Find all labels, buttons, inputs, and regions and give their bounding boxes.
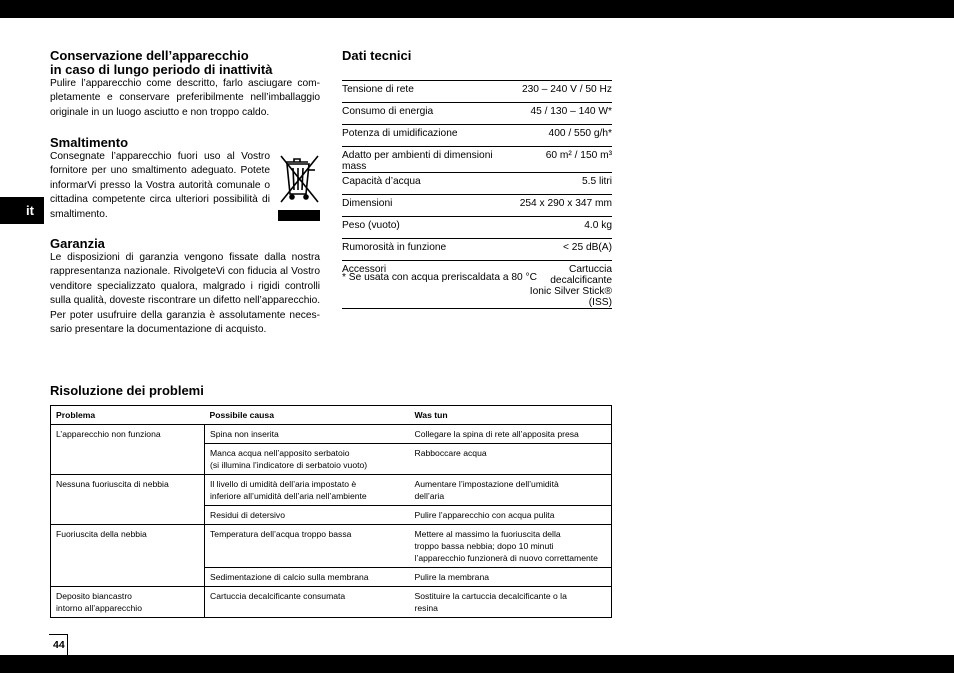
tech-footnote: * Se usata con acqua preriscaldata a 80 °C xyxy=(342,272,537,283)
language-tab xyxy=(0,197,44,224)
tech-value: Cartuccia decalcificante xyxy=(550,264,612,286)
storage-title xyxy=(50,49,249,62)
troubleshooting-title: Risoluzione dei problemi xyxy=(50,383,204,398)
cause-cell: Cartuccia decalcificante consumata xyxy=(205,587,410,618)
solution-cell: Aumentare l’impostazione dell’umidità dell’aria xyxy=(410,475,612,506)
troubleshooting-table xyxy=(50,405,612,618)
tech-row xyxy=(342,147,612,173)
tech-value: 5.5 litri xyxy=(508,173,612,195)
storage-line: pletamente e conservare preferibilmente nell’imballaggio xyxy=(50,92,320,104)
solution-cell: Pulire la membrana xyxy=(410,568,612,587)
problem-cell: Fuoriuscita della nebbia xyxy=(51,525,205,587)
disposal-title: Smaltimento xyxy=(50,135,129,150)
tech-row xyxy=(342,173,612,195)
solution-cell: Mettere al massimo la fuoriuscita della troppo bassa nebbia; dopo 10 minuti l’apparecchio funzionerà di nuovo correttamente xyxy=(410,525,612,568)
cause-cell: Il livello di umidità dell’aria impostato è inferiore all’umidità dell’aria nell’ambiente xyxy=(205,475,410,506)
crossed-out-wheelie-bin-icon xyxy=(278,150,320,222)
storage-line: Pulire l’apparecchio come descritto, farlo asciugare com- xyxy=(50,78,320,89)
problem-cell: L’apparecchio non funziona xyxy=(51,425,205,475)
cause-cell: Temperatura dell’acqua troppo bassa xyxy=(205,525,410,568)
tech-value: 400 / 550 g/h* xyxy=(508,125,612,147)
tech-row xyxy=(342,195,612,217)
problem-cell: Deposito biancastro intorno all’apparecchio xyxy=(51,587,205,618)
cause-cell: Residui di detersivo xyxy=(205,506,410,525)
tech-row xyxy=(342,81,612,103)
header-problem: Problema xyxy=(51,406,205,425)
tech-row xyxy=(342,239,612,261)
tech-row xyxy=(342,125,612,147)
header-cause: Possibile causa xyxy=(205,406,410,425)
solution-cell: Rabboccare acqua xyxy=(410,444,612,475)
solution-cell: Collegare la spina di rete all’apposita presa xyxy=(414,429,579,439)
disposal-paragraph xyxy=(50,150,270,222)
cause-cell: Spina non inserita xyxy=(210,429,279,439)
tech-row xyxy=(342,103,612,125)
tech-label: Consumo di energia xyxy=(342,103,508,125)
warranty-line: sario presentare la documentazione di acquisto. xyxy=(50,324,267,336)
header-solution: Was tun xyxy=(410,406,612,425)
problem-cell: Nessuna fuoriuscita di nebbia xyxy=(51,475,205,525)
tech-value: 60 m² / 150 m³ xyxy=(508,147,612,173)
tech-label: Capacità d’acqua xyxy=(342,173,508,195)
disposal-line: Consegnate l’apparecchio fuori uso al Vostro xyxy=(50,151,270,162)
cause-cell: Sedimentazione di calcio sulla membrana xyxy=(205,568,410,587)
page-number xyxy=(49,634,68,655)
tech-label: Dimensioni xyxy=(342,195,508,217)
cause-cell: Manca acqua nell’apposito serbatoio (si illumina l’indicatore di serbatoio vuoto) xyxy=(205,444,410,475)
warranty-paragraph xyxy=(50,251,320,337)
warranty-title: Garanzia xyxy=(50,236,105,251)
table-row xyxy=(51,587,612,618)
tech-value: 4.0 kg xyxy=(508,217,612,239)
tech-value: 45 / 130 – 140 W* xyxy=(508,103,612,125)
warranty-line: venditore specializzato qualora, malgrado i rigidi controlli xyxy=(50,280,320,292)
tech-label: Potenza di umidificazione xyxy=(342,125,508,147)
tech-row xyxy=(342,217,612,239)
warranty-line: rappresentanza nazionale. RivolgeteVi con fiducia al Vostro xyxy=(50,266,320,278)
tech-value: 254 x 290 x 347 mm xyxy=(508,195,612,217)
tech-label: Peso (vuoto) xyxy=(342,217,508,239)
bottom-bar xyxy=(0,655,954,673)
warranty-line: Le disposizioni di garanzia vengono fissate dalla nostra xyxy=(50,252,320,263)
solution-cell: Pulire l’apparecchio con acqua pulita xyxy=(410,506,612,525)
storage-title-2 xyxy=(50,63,272,76)
table-row xyxy=(51,425,612,444)
warranty-line: Per poter usufruire della garanzia è assolutamente neces- xyxy=(50,309,320,321)
disposal-line: cittadina competente circa ulteriori possibilità di xyxy=(50,194,270,206)
table-header-row xyxy=(51,406,612,425)
tech-label: Adatto per ambienti di dimensioni mass xyxy=(342,147,508,173)
tech-value-multiline xyxy=(508,261,612,309)
tech-value: 230 – 240 V / 50 Hz xyxy=(508,81,612,103)
tech-label: Accessori xyxy=(342,261,508,309)
tech-label: Tensione di rete xyxy=(342,81,508,103)
storage-title-line1: Conservazione dell’apparecchio xyxy=(50,48,249,63)
top-bar xyxy=(0,0,954,18)
disposal-line: informarVi presso la Vostra autorità comunale o xyxy=(50,179,270,191)
tech-title: Dati tecnici xyxy=(342,48,412,63)
tech-label: Rumorosità in funzione xyxy=(342,239,508,261)
tech-value: < 25 dB(A) xyxy=(508,239,612,261)
tech-value-2: Ionic Silver Stick® (ISS) xyxy=(529,286,612,308)
disposal-line: fornitore per uno smaltimento adeguato. Potete xyxy=(50,165,270,177)
storage-line: originale in un luogo asciutto e non troppo caldo. xyxy=(50,106,270,118)
warranty-line: sulla qualità, doveste riscontrare un difetto nell’apparecchio. xyxy=(50,295,321,307)
language-tab-label: it xyxy=(26,203,34,218)
solution-cell: Sostituire la cartuccia decalcificante o la resina xyxy=(410,587,612,618)
page-number-label: 44 xyxy=(53,639,65,651)
table-row xyxy=(51,525,612,568)
storage-title-line2: in caso di lungo periodo di inattività xyxy=(50,62,273,77)
disposal-line: smaltimento. xyxy=(50,208,108,220)
tech-row xyxy=(342,261,612,309)
table-row xyxy=(51,475,612,506)
storage-paragraph xyxy=(50,77,320,120)
